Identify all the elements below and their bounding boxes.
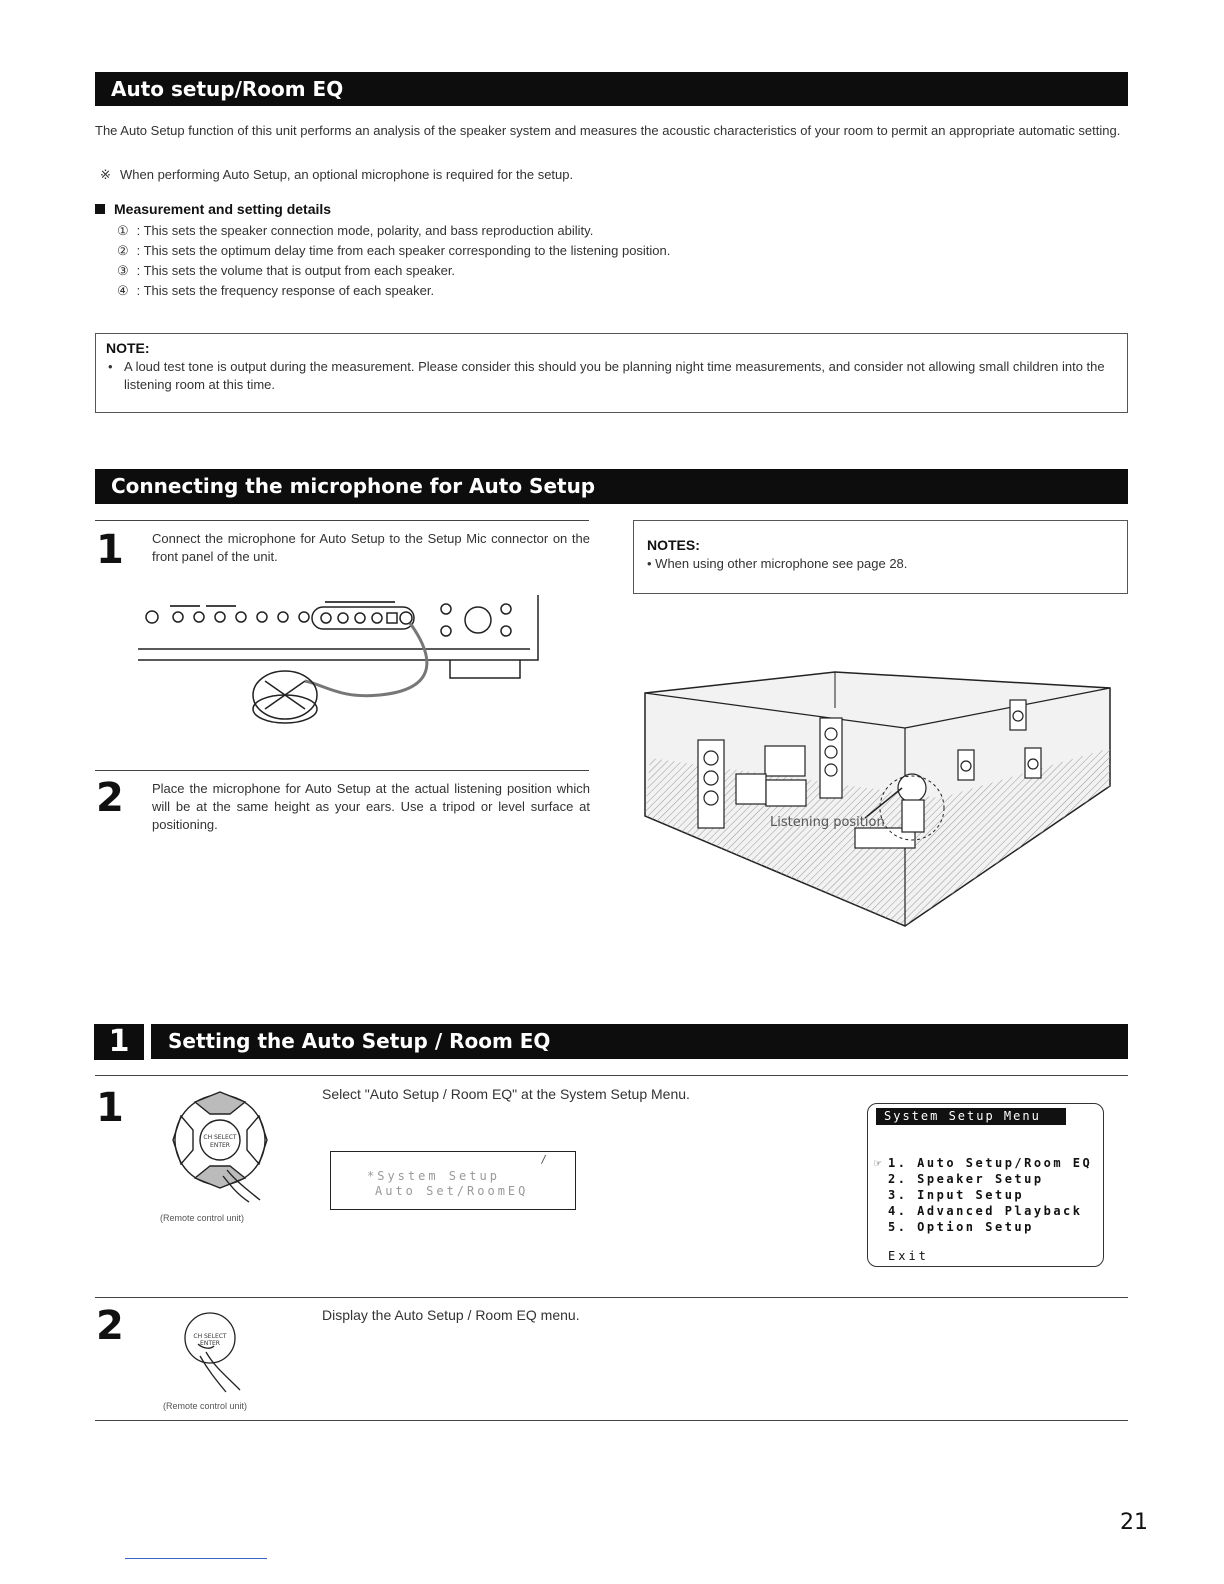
- divider: [95, 1297, 1128, 1298]
- receiver-microphone-illustration: [130, 585, 550, 760]
- square-bullet-icon: [95, 204, 105, 214]
- details-item-text: : This sets the frequency response of each speaker.: [136, 283, 435, 298]
- details-item-text: : This sets the volume that is output from each speaker.: [136, 263, 456, 278]
- note-box: [95, 333, 1128, 413]
- remote-label: (Remote control unit): [160, 1213, 245, 1223]
- step1-text: Connect the microphone for Auto Setup to the Setup Mic connector on the front panel of the unit.: [152, 531, 590, 564]
- menu-item-label: 1. Auto Setup/Room EQ: [888, 1156, 1093, 1170]
- lcd-line-1: *System Setup: [367, 1169, 500, 1183]
- menu-item-label: 5. Option Setup: [888, 1220, 1034, 1234]
- section-title: Setting the Auto Setup / Room EQ: [168, 1029, 551, 1053]
- intro-paragraph: The Auto Setup function of this unit performs an analysis of the speaker system and measures the acoustic characteristics of your room to permit an appropriate automatic setting.: [95, 123, 1121, 138]
- menu-item-label: 2. Speaker Setup: [888, 1172, 1044, 1186]
- divider: [95, 770, 589, 771]
- circled-number: ②: [117, 243, 129, 258]
- note-text: When performing Auto Setup, an optional microphone is required for the setup.: [120, 167, 574, 182]
- menu-header-text: System Setup Menu: [884, 1109, 1041, 1123]
- note-box-title: NOTE:: [106, 340, 150, 356]
- details-heading-text: Measurement and setting details: [114, 201, 332, 217]
- note-box-body: A loud test tone is output during the measurement. Please consider this should you be planning night time measurements, and consider not allowing small children into the listening room at this time.: [124, 359, 1105, 392]
- menu-item[interactable]: [874, 1219, 1092, 1235]
- lcd-cursor: /: [540, 1153, 547, 1166]
- section-banner-auto-setup: [95, 72, 1128, 106]
- menu-item-label: 4. Advanced Playback: [888, 1204, 1083, 1218]
- remote-label: (Remote control unit): [163, 1401, 248, 1411]
- page-number: 21: [1120, 1510, 1148, 1535]
- menu-item-label: 3. Input Setup: [888, 1188, 1025, 1202]
- listening-position-label: Listening position: [770, 815, 885, 830]
- notes-box: [633, 520, 1128, 594]
- circled-number: ①: [117, 223, 129, 238]
- circled-number: ③: [117, 263, 129, 278]
- divider: [95, 1420, 1128, 1421]
- circled-number: ④: [117, 283, 129, 298]
- lcd-display: [330, 1151, 576, 1210]
- divider: [95, 520, 589, 521]
- section-banner-microphone: [95, 469, 1128, 504]
- divider: [95, 1075, 1128, 1076]
- menu-exit[interactable]: Exit: [888, 1249, 929, 1263]
- section-banner-setting: [151, 1024, 1128, 1059]
- menu-item[interactable]: [874, 1171, 1092, 1187]
- step-badge-number: 1: [108, 1024, 130, 1059]
- remote-dpad-illustration: [165, 1088, 275, 1203]
- remote-enter-button-illustration: [180, 1310, 260, 1395]
- menu-header: [876, 1108, 1066, 1125]
- svg-text:CH SELECT: CH SELECT: [193, 1333, 227, 1340]
- menu-list: [874, 1155, 1092, 1235]
- details-item-text: : This sets the speaker connection mode, polarity, and bass reproduction ability.: [136, 223, 594, 238]
- note-box-text: [106, 358, 1117, 394]
- microphone-note: [95, 166, 1128, 184]
- bullet-icon: •: [647, 556, 656, 571]
- step-number: 1: [96, 527, 124, 573]
- svg-text:ENTER: ENTER: [210, 1142, 230, 1149]
- details-heading: [95, 201, 331, 217]
- pointing-hand-icon: ☞: [874, 1156, 882, 1170]
- system-setup-menu: [867, 1103, 1104, 1267]
- menu-item[interactable]: [874, 1155, 1092, 1171]
- step2-text: Place the microphone for Auto Setup at the actual listening position which will be at the same height as your ears. Use a tripod or level surface at positioning.: [152, 781, 590, 832]
- menu-item[interactable]: [874, 1203, 1092, 1219]
- room-illustration: [640, 668, 1120, 938]
- step1-instruction: Select "Auto Setup / Room EQ" at the System Setup Menu.: [322, 1086, 690, 1102]
- notes-box-text: [647, 555, 1114, 573]
- section-title: Auto setup/Room EQ: [111, 77, 344, 101]
- section-title: Connecting the microphone for Auto Setup: [111, 474, 596, 498]
- notes-box-title: NOTES:: [647, 537, 700, 553]
- step2-instruction: Display the Auto Setup / Room EQ menu.: [322, 1307, 580, 1323]
- step-number: 2: [96, 1303, 124, 1349]
- details-item: [117, 222, 1117, 240]
- footer-rule: [125, 1558, 267, 1559]
- note-marker: ※: [100, 167, 111, 182]
- details-item-text: : This sets the optimum delay time from each speaker corresponding to the listening position.: [136, 243, 671, 258]
- bullet-icon: •: [108, 359, 113, 374]
- step-badge: [94, 1024, 144, 1060]
- step-number: 1: [96, 1085, 124, 1131]
- svg-text:ENTER: ENTER: [200, 1340, 220, 1347]
- menu-item[interactable]: [874, 1187, 1092, 1203]
- details-item: [117, 242, 1117, 260]
- notes-box-body: When using other microphone see page 28.: [655, 556, 908, 571]
- details-list: [117, 222, 1117, 300]
- details-item: [117, 282, 1117, 300]
- step-number: 2: [96, 775, 124, 821]
- lcd-line-2: Auto Set/RoomEQ: [375, 1184, 529, 1198]
- svg-text:CH SELECT: CH SELECT: [203, 1134, 237, 1141]
- details-item: [117, 262, 1117, 280]
